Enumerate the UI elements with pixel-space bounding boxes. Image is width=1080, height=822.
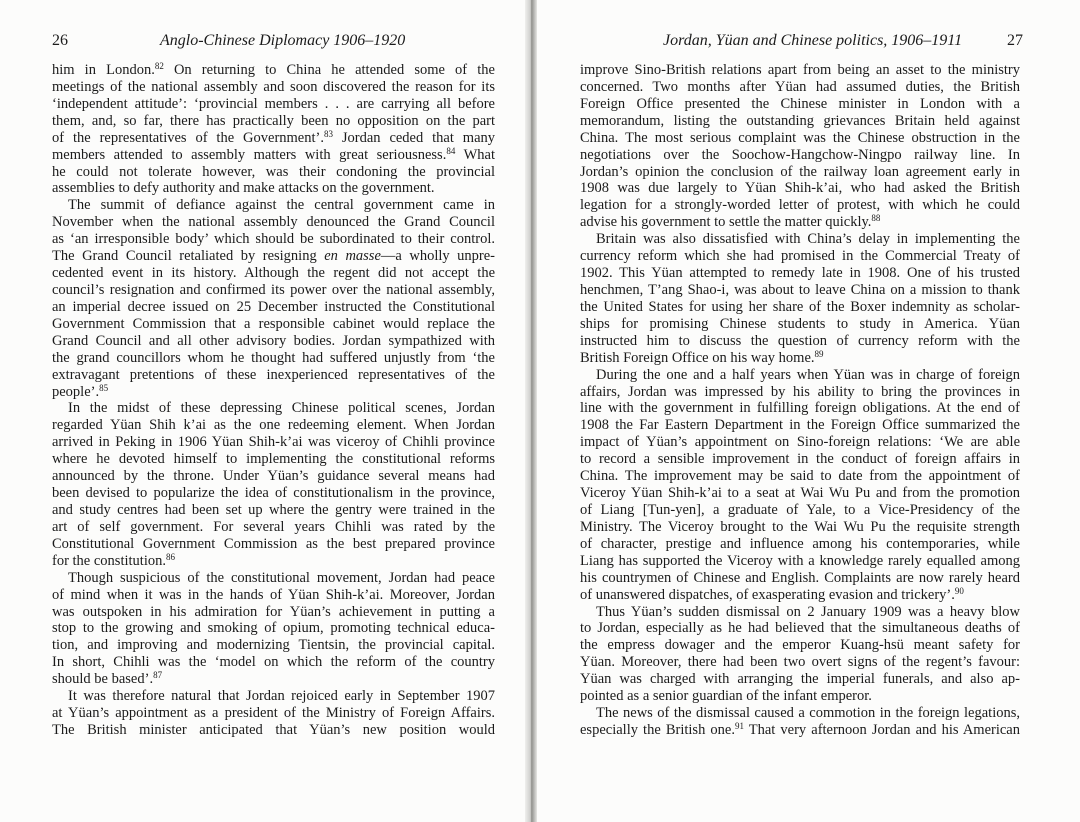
text-line: an imperial decree issued on 25 December instructed the Constitutional [52, 298, 495, 315]
text-line: of unanswered dispatches, of exasperating evasion and trickery’.$^{90}$ [580, 585, 964, 603]
text-line: cedented event in its history. Although the regent did not accept the [52, 265, 495, 282]
text-line: he could not tolerate however, was their condoning the provincial [52, 163, 495, 180]
text-line: November when the national assembly denounced the Grand Council [52, 214, 495, 231]
text-line: Though suspicious of the constitutional movement, Jordan had peace [68, 569, 495, 586]
text-line: In the midst of these depressing Chinese political scenes, Jordan [68, 400, 495, 417]
text-line: should be based’.$^{87}$ [52, 670, 163, 688]
text-line: The news of the dismissal caused a commotion in the foreign legations, [596, 705, 1020, 722]
text-line: Government Commission that a responsible cabinet would replace the [52, 315, 495, 332]
running-title: Jordan, Yüan and Chinese politics, 1906–1911 [663, 32, 963, 49]
text-line: him in London.$^{82}$ On returning to China he attended some of the [52, 61, 495, 78]
text-line: affairs, Jordan was impressed by his ability to bring the provinces in [580, 383, 1020, 400]
text-line: Constitutional Government Commission as the best prepared province [52, 535, 495, 552]
text-line: members attended to assembly matters with great seriousness.$^{84}$ What [52, 145, 495, 163]
text-line: was outspoken in his admiration for Yüan’s achievement in putting a [52, 603, 495, 620]
text-line: Ministry. The Viceroy brought to the Wai Wu Pu the requisite strength [580, 518, 1020, 535]
book-gutter [525, 0, 537, 822]
text-line: memorandum, listing the outstanding grievances Britain held against [580, 112, 1020, 129]
text-line: currency reform which she had promised in the Commercial Treaty of [580, 248, 1020, 265]
text-line: regarded Yüan Shih k’ai as the one redeeming element. When Jordan [52, 417, 495, 434]
text-line: especially the British one.$^{91}$ That very afternoon Jordan and his American [580, 720, 1020, 738]
text-line: art of self government. For several years Chihli was rated by the [52, 518, 495, 535]
text-line: China. The improvement may be said to date from the appointment of [580, 468, 1020, 485]
text-line: Grand Council and all other advisory bodies. Jordan sympathized with [52, 332, 495, 349]
text-line: instructed him to discuss the question of currency reform with the [580, 332, 1020, 349]
text-line: 1908 was due largely to Yüan Shih-k’ai, who had asked the British [580, 180, 1020, 197]
text-line: legation for a strongly-worded letter of protest, with which he could [580, 197, 1020, 214]
text-line: The British minister anticipated that Yüan’s new position would [52, 721, 495, 738]
text-line: assemblies to defy authority and make attacks on the government. [52, 180, 435, 197]
right-page [537, 0, 1080, 822]
text-line: of Liang [Tun-yen], a graduate of Yale, to a Vice-Presidency of the [580, 501, 1020, 518]
text-line: of the representatives of the Government’.$^{83}$ Jordan ceded that many [52, 128, 496, 146]
text-line: announced by the throne. Under Yüan’s guidance several means had [52, 468, 495, 485]
page-number: 26 [52, 32, 68, 49]
text-line: to record a sensible improvement in the conduct of foreign affairs in [580, 451, 1020, 468]
text-line: China. The most serious complaint was the Chinese obstruction in the [580, 129, 1020, 146]
text-line: negotiations over the Soochow-Hangchow-Ningpo railway line. In [580, 146, 1020, 163]
text-line: Liang has supported the Viceroy with a knowledge rarely equalled among [580, 552, 1020, 569]
text-line: improve Sino-British relations apart from being an asset to the ministry [580, 62, 1020, 78]
text-line: Britain was also dissatisfied with China’s delay in implementing the [596, 231, 1020, 248]
text-line: stop to the growing and smoking of opium, promoting technical educa- [52, 620, 495, 637]
text-line: impact of Yüan’s appointment on Sino-foreign relations: ‘We are able [580, 434, 1020, 451]
text-line: at Yüan’s appointment as a president of the Ministry of Foreign Affairs. [52, 705, 495, 722]
text-line: to Jordan, especially as he had believed that the simultaneous deaths of [580, 620, 1020, 637]
body-text [52, 62, 495, 739]
text-line: The Grand Council retaliated by resigning en masse—a wholly unpre- [52, 248, 495, 265]
text-line: extravagant pretentions of these inexperienced representatives of the [52, 366, 495, 383]
text-line: tion, and improving and modernizing Tientsin, the provincial capital. [52, 637, 495, 654]
text-line: the United States for using her share of the Boxer indemnity as scholar- [580, 298, 1020, 315]
text-line: It was therefore natural that Jordan rejoiced early in September 1907 [68, 688, 495, 705]
page-number: 27 [1007, 32, 1023, 49]
text-line: advise his government to settle the matter quickly.$^{88}$ [580, 213, 881, 231]
text-line: for the constitution.$^{86}$ [52, 551, 175, 569]
text-line: Foreign Office presented the Chinese minister in London with a [580, 95, 1020, 112]
text-line: ships for promising Chinese students to study in America. Yüan [580, 315, 1020, 332]
text-line: Viceroy Yüan Shih-k’ai to a seat at Wai Wu Pu and from the promotion [580, 485, 1020, 502]
text-line: Yüan was charged with arranging the imperial funerals, and also ap- [580, 671, 1020, 688]
text-line: Yüan. Moreover, there had been two overt signs of the regent’s favour: [580, 654, 1020, 671]
text-line: pointed as a senior guardian of the infant emperor. [580, 688, 872, 705]
text-line: people’.$^{85}$ [52, 382, 109, 400]
text-line: as ‘an irresponsible body’ which should be subordinated to their control. [52, 231, 495, 248]
text-line: The summit of defiance against the central government came in [68, 197, 495, 214]
text-line: Jordan’s opinion the conclusion of the railway loan agreement early in [580, 163, 1020, 180]
text-line: Thus Yüan’s sudden dismissal on 2 January 1909 was a heavy blow [596, 603, 1020, 620]
text-line: In short, Chihli was the ‘model on which the reform of the country [52, 654, 495, 671]
text-line: of mind when it was in the hands of Yüan Shih-k’ai. Moreover, Jordan [52, 586, 495, 603]
text-line: been devised to popularize the idea of constitutionalism in the province, [52, 485, 495, 502]
text-line: the grand councillors whom he thought had suffered unjustly from ‘the [52, 349, 495, 366]
text-line: 1902. This Yüan attempted to remedy late in 1908. One of his trusted [580, 265, 1020, 282]
text-line: British Foreign Office on his way home.$^{89}$ [580, 348, 824, 366]
body-text [580, 62, 1020, 739]
text-line: his countrymen of Chinese and English. Complaints are now rarely heard [580, 569, 1020, 586]
text-line: of character, prestige and influence among his contemporaries, while [580, 535, 1020, 552]
text-line: council’s resignation and confirmed its power over the national assembly, [52, 281, 495, 298]
text-line: henchmen, T’ang Shao-i, was about to leave China on a mission to thank [580, 281, 1020, 298]
left-page [0, 0, 525, 822]
text-line: arrived in Peking in 1906 Yüan Shih-k’ai was viceroy of Chihli province [52, 434, 495, 451]
text-line: concerned. Two months after Yüan had assumed duties, the British [580, 78, 1020, 95]
text-line: and study centres had been set up where the gentry were trained in the [52, 501, 495, 518]
text-line: During the one and a half years when Yüan was in charge of foreign [596, 366, 1020, 383]
text-line: them, and, so far, there has practically been no opposition on the part [52, 112, 495, 129]
text-line: 1908 the Far Eastern Department in the Foreign Office summarized the [580, 417, 1020, 434]
running-title: Anglo-Chinese Diplomacy 1906–1920 [160, 32, 406, 49]
text-line: meetings of the national assembly and soon discovered the reason for its [52, 78, 495, 95]
text-line: ‘independent attitude’: ‘provincial members . . . are carrying all before [52, 95, 495, 112]
text-line: line with the government in fulfilling foreign obligations. At the end of [580, 400, 1020, 417]
text-line: where he devoted himself to implementing the constitutional reforms [52, 451, 495, 468]
text-line: the empress dowager and the emperor Kuang-hsü meant safety for [580, 637, 1020, 654]
